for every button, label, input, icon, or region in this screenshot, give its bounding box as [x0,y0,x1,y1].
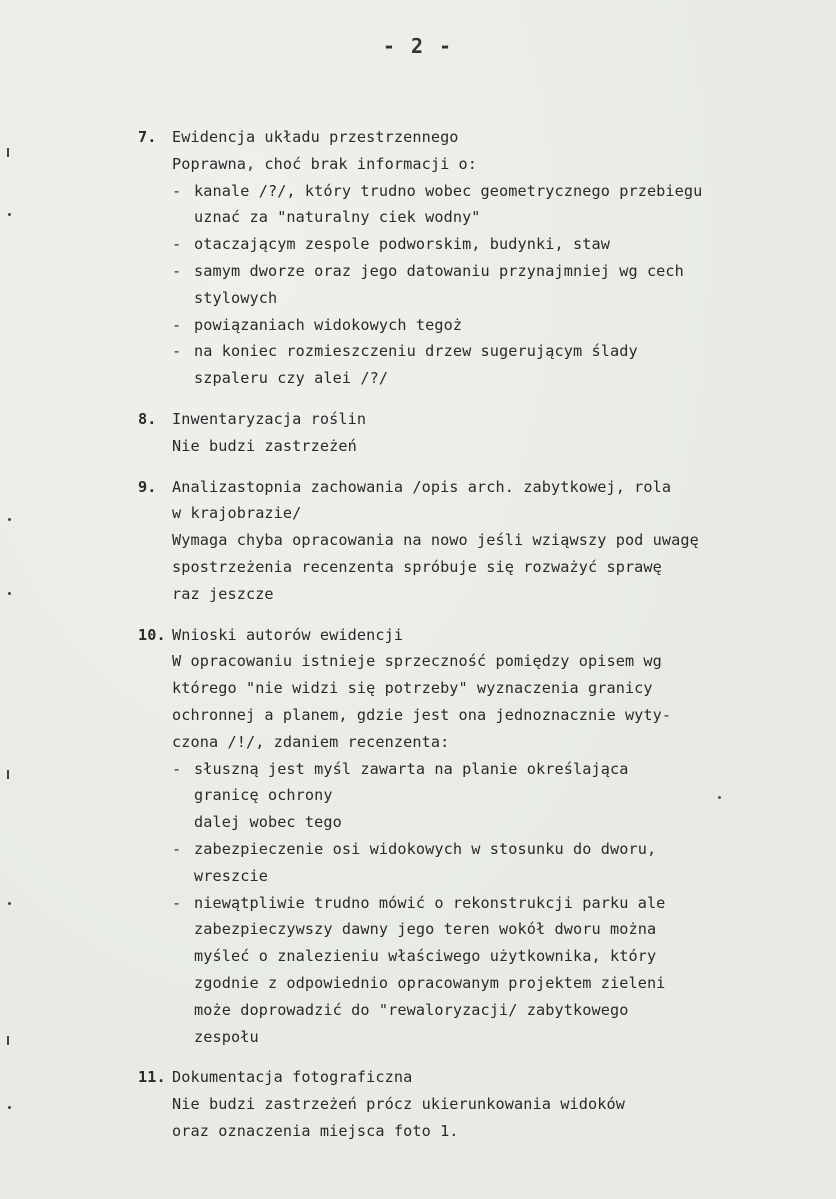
section-body [172,622,788,1051]
bullet-line: myśleć o znalezieniu właściwego użytkownika, który [194,947,657,966]
section-body [172,474,788,608]
dash-marker: - [172,839,182,858]
page-number: - 2 - [382,34,454,58]
section-title: Dokumentacja fotograficzna [172,1068,413,1087]
bullet-item [172,258,788,312]
bullet-line: może doprowadzić do "rewaloryzacji/ zabytkowego [194,1000,629,1019]
margin-mark [7,148,9,157]
dash-marker: - [172,235,182,254]
section-5 [138,1064,788,1144]
text-line: raz jeszcze [172,584,274,603]
text-line: oraz oznaczenia miejsca foto 1. [172,1121,459,1140]
section-number: 10. [138,625,166,644]
margin-mark [7,1036,9,1045]
dash-marker: - [172,181,182,200]
section-3 [138,474,788,608]
dash-marker: - [172,342,182,361]
bullet-line: zespołu [194,1027,259,1046]
bullet-line: otaczającym zespole podworskim, budynki, staw [194,235,610,254]
bullet-line: powiązaniach widokowych tegoż [194,315,463,334]
text-line: Poprawna, choć brak informacji o: [172,154,478,173]
section-title: Inwentaryzacja roślin [172,409,367,428]
text-line: czona /!/, zdaniem recenzenta: [172,732,450,751]
margin-mark [8,518,11,521]
bullet-line: słuszną jest myśl zawarta na planie określająca [194,759,629,778]
margin-mark [8,1106,11,1109]
dash-marker: - [172,315,182,334]
bullet-item [172,756,788,836]
section-title: Wnioski autorów ewidencji [172,625,404,644]
bullet-line: zabezpieczenie osi widokowych w stosunku do dworu, [194,839,657,858]
bullet-line: kanale /?/, który trudno wobec geometrycznego przebiegu [194,181,703,200]
text-line: Nie budzi zastrzeżeń [172,436,357,455]
section-number: 11. [138,1068,166,1087]
dash-marker: - [172,893,182,912]
bullet-item [172,231,788,258]
section-title: Ewidencja układu przestrzennego [172,128,459,146]
section-title: Analizastopnia zachowania /opis arch. zabytkowej, rola [172,477,672,496]
text-line: Wymaga chyba opracowania na nowo jeśli wziąwszy pod uwagę [172,531,699,550]
margin-mark [8,213,11,216]
bullet-line: zgodnie z odpowiednio opracowanym projektem zieleni [194,973,666,992]
dash-marker: - [172,261,182,280]
bullet-line: granicę ochrony [194,786,333,805]
section-body [172,1064,788,1144]
section-4 [138,622,788,1051]
bullet-line: samym dworze oraz jego datowaniu przynajmniej wg cech [194,261,684,280]
text-line: W opracowaniu istnieje sprzeczność pomiędzy opisem wg [172,652,662,671]
bullet-line: na koniec rozmieszczeniu drzew sugerującym ślady [194,342,638,361]
bullet-item [172,178,788,232]
bullet-line: niewątpliwie trudno mówić o rekonstrukcji parku ale [194,893,666,912]
dash-marker: - [172,759,182,778]
section-number: 8. [138,409,157,428]
text-line: spostrzeżenia recenzenta spróbuje się rozważyć sprawę [172,557,662,576]
bullet-line: uznać za "naturalny ciek wodny" [194,208,481,227]
bullet-item [172,312,788,339]
margin-mark [7,770,9,779]
bullet-item [172,338,788,392]
bullet-item [172,890,788,1051]
bullet-item [172,836,788,890]
section-2 [138,406,788,460]
section-1 [138,124,788,392]
bullet-line: stylowych [194,288,278,307]
text-line: w krajobrazie/ [172,504,302,523]
text-line: Nie budzi zastrzeżeń prócz ukierunkowania widoków [172,1095,625,1114]
bullet-line: zabezpieczywszy dawny jego teren wokół dworu można [194,920,657,939]
section-number: 7. [138,128,157,146]
text-line: ochronnej a planem, gdzie jest ona jednoznacznie wyty- [172,705,672,724]
section-body [172,406,788,460]
bullet-line: dalej wobec tego [194,813,342,832]
margin-mark [8,592,11,595]
bullet-line: wreszcie [194,866,268,885]
text-line: którego "nie widzi się potrzeby" wyznaczenia granicy [172,679,653,698]
bullet-line: szpaleru czy alei /?/ [194,369,389,388]
document-body [138,124,788,1159]
margin-mark [8,902,11,905]
section-body [172,124,788,392]
section-number: 9. [138,477,157,496]
